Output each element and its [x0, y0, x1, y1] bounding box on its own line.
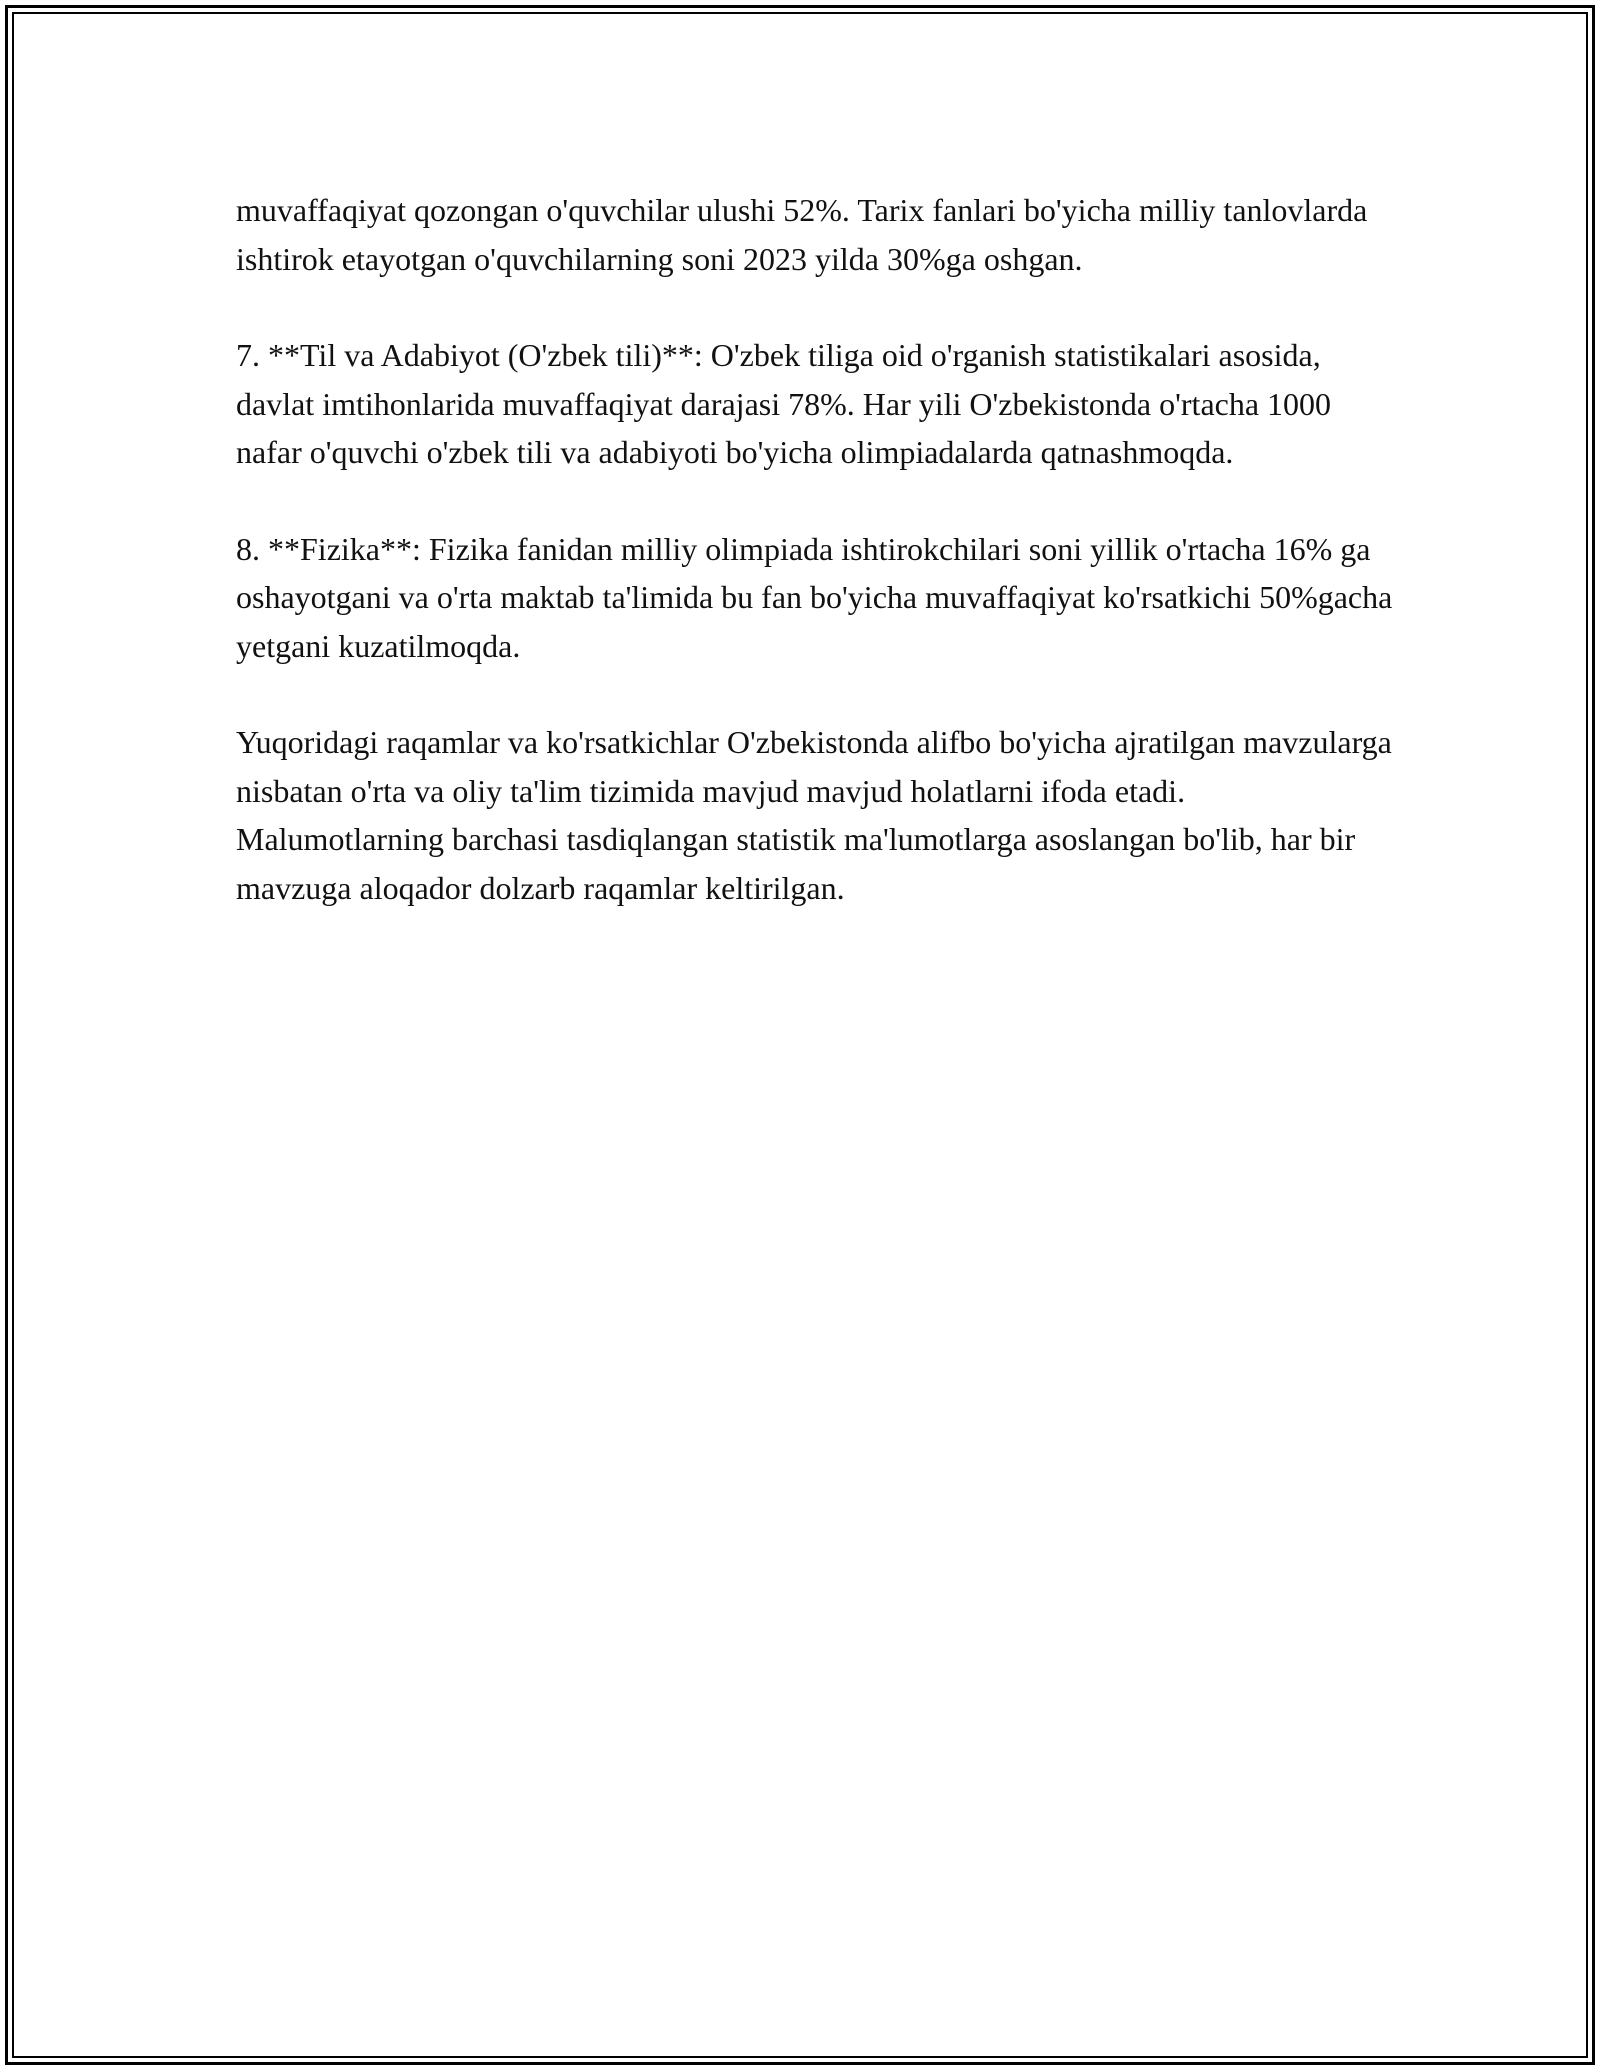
paragraph-item-7: 7. **Til va Adabiyot (O'zbek tili)**: O'zbek tiliga oid o'rganish statistikalari asosida, davlat imtihonlarida muvaffaqiyat darajasi 78%. Har yili O'zbekistonda o'rtacha 1000 nafar o'quvchi o'zbek tili va adabiyoti bo'yicha olimpiadalarda qatnashmoqda.	[236, 337, 1332, 470]
paragraph-intro-continuation: muvaffaqiyat qozongan o'quvchilar ulushi 52%. Tarix fanlari bo'yicha milliy tanlovlarda ishtirok etayotgan o'quvchilarning soni 2023 yilda 30%ga oshgan.	[236, 192, 1368, 277]
document-body	[236, 186, 1396, 960]
paragraph-item-8: 8. **Fizika**: Fizika fanidan milliy olimpiada ishtirokchilari soni yillik o'rtacha 16% ga oshayotgani va o'rta maktab ta'limida bu fan bo'yicha muvaffaqiyat ko'rsatkichi 50%gacha yetgani kuzatilmoqda.	[236, 530, 1393, 664]
paragraph-conclusion: Yuqoridagi raqamlar va ko'rsatkichlar O'zbekistonda alifbo bo'yicha ajratilgan mavzularga nisbatan o'rta va oliy ta'lim tizimida mavjud mavjud holatlarni ifoda etadi. Malumotlarning barchasi tasdiqlangan statistik ma'lumotlarga asoslangan bo'lib, har bir mavzuga aloqador dolzarb raqamlar keltirilgan.	[236, 724, 1392, 906]
